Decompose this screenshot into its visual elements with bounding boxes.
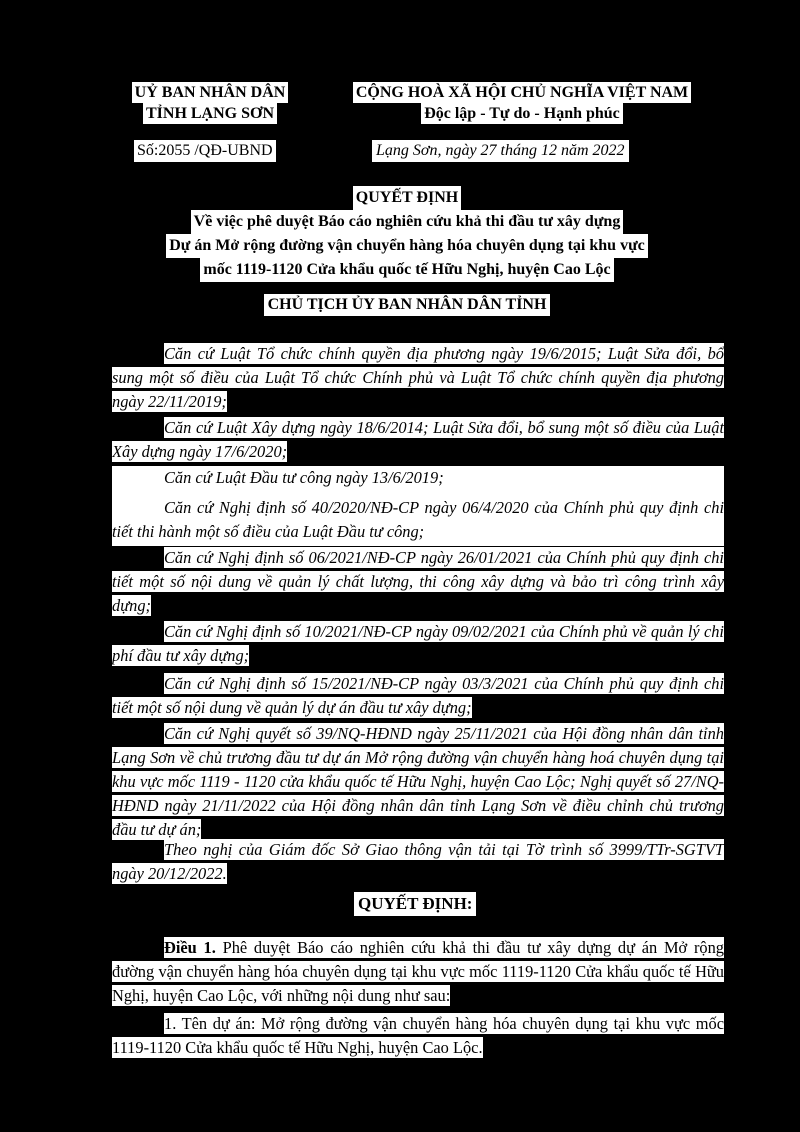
title-line-3: mốc 1119-1120 Cửa khẩu quốc tế Hữu Nghị, huyện Cao Lộc <box>200 258 613 282</box>
article-1 <box>112 936 724 1008</box>
legal-basis-1 <box>112 342 724 414</box>
legal-basis-text: Căn cứ Luật Tổ chức chính quyền địa phương ngày 19/6/2015; Luật Sửa đổi, bổ sung một số điều của Luật Tổ chức Chính phủ và Luật Tổ chức chính quyền địa phương ngày 22/11/2019; <box>112 344 724 411</box>
legal-basis-6 <box>112 620 724 668</box>
legal-basis-text: Căn cứ Nghị định số 40/2020/NĐ-CP ngày 06/4/2020 của Chính phủ quy định chi tiết thi hành một số điều của Luật Đầu tư công; <box>112 498 724 541</box>
nation-line-1: CỘNG HOÀ XÃ HỘI CHỦ NGHĨA VIỆT NAM <box>353 82 691 103</box>
legal-basis-8 <box>112 722 724 842</box>
authority-heading <box>114 294 700 316</box>
decision-heading: QUYẾT ĐỊNH: <box>354 892 476 916</box>
legal-basis-3 <box>112 466 724 496</box>
org-line-1: UỶ BAN NHÂN DÂN <box>132 82 289 103</box>
item-1-text: 1. Tên dự án: Mở rộng đường vận chuyển hàng hóa chuyên dụng tại khu vực mốc 1119-1120 Cửa khẩu quốc tế Hữu Nghị, huyện Cao Lộc. <box>112 1014 724 1057</box>
document-title <box>114 186 700 282</box>
legal-basis-text: Căn cứ Nghị quyết số 39/NQ-HĐND ngày 25/11/2021 của Hội đồng nhân dân tỉnh Lạng Sơn về chủ trương đầu tư dự án Mở rộng đường vận chuyển hàng hoá chuyên dụng tại khu vực mốc 1119 - 1120 cửa khẩu quốc tế Hữu Nghị, huyện Cao Lộc; Nghị quyết số 27/NQ-HĐND ngày 21/11/2022 của Hội đồng nhân dân tỉnh Lạng Sơn về điều chỉnh chủ trương đầu tư dự án; <box>112 724 724 839</box>
title-line-2: Dự án Mở rộng đường vận chuyển hàng hóa chuyên dụng tại khu vực <box>166 234 648 258</box>
legal-basis-text: Căn cứ Nghị định số 10/2021/NĐ-CP ngày 09/02/2021 của Chính phủ về quản lý chi phí đầu tư xây dựng; <box>112 622 724 665</box>
issuing-authority <box>130 82 290 124</box>
legal-basis-7 <box>112 672 724 720</box>
place-date: Lạng Sơn, ngày 27 tháng 12 năm 2022 <box>372 140 629 162</box>
document-number: Số:2055 /QĐ-UBND <box>134 140 276 162</box>
legal-basis-5 <box>112 546 724 618</box>
title-heading: QUYẾT ĐỊNH <box>353 186 461 210</box>
authority-text: CHỦ TỊCH ỦY BAN NHÂN DÂN TỈNH <box>264 294 551 316</box>
legal-basis-text: Căn cứ Luật Xây dựng ngày 18/6/2014; Luật Sửa đổi, bổ sung một số điều của Luật Xây dựng ngày 17/6/2020; <box>112 418 724 461</box>
national-heading <box>336 82 708 124</box>
legal-basis-9 <box>112 838 724 886</box>
legal-basis-text: Theo nghị của Giám đốc Sở Giao thông vận tải tại Tờ trình số 3999/TTr-SGTVT ngày 20/12/2022. <box>112 840 724 883</box>
article-1-label: Điều 1. <box>164 938 216 957</box>
legal-basis-2 <box>112 416 724 464</box>
legal-basis-4 <box>112 496 724 546</box>
title-line-1: Về việc phê duyệt Báo cáo nghiên cứu khả thi đầu tư xây dựng <box>191 210 624 234</box>
legal-basis-text: Căn cứ Nghị định số 06/2021/NĐ-CP ngày 26/01/2021 của Chính phủ quy định chi tiết một số nội dung về quản lý chất lượng, thi công xây dựng và bảo trì công trình xây dựng; <box>112 548 724 615</box>
nation-line-2: Độc lập - Tự do - Hạnh phúc <box>421 103 623 124</box>
article-1-item-1 <box>112 1012 724 1060</box>
legal-basis-text: Căn cứ Luật Đầu tư công ngày 13/6/2019; <box>164 468 444 487</box>
legal-basis-text: Căn cứ Nghị định số 15/2021/NĐ-CP ngày 03/3/2021 của Chính phủ quy định chi tiết một số nội dung về quản lý dự án đầu tư xây dựng; <box>112 674 724 717</box>
org-line-2: TỈNH LẠNG SƠN <box>143 103 277 124</box>
article-1-text: Phê duyệt Báo cáo nghiên cứu khả thi đầu tư xây dựng dự án Mở rộng đường vận chuyển hàng hóa chuyên dụng tại khu vực mốc 1119-1120 Cửa khẩu quốc tế Hữu Nghị, huyện Cao Lộc, với những nội dung như sau: <box>112 938 724 1005</box>
